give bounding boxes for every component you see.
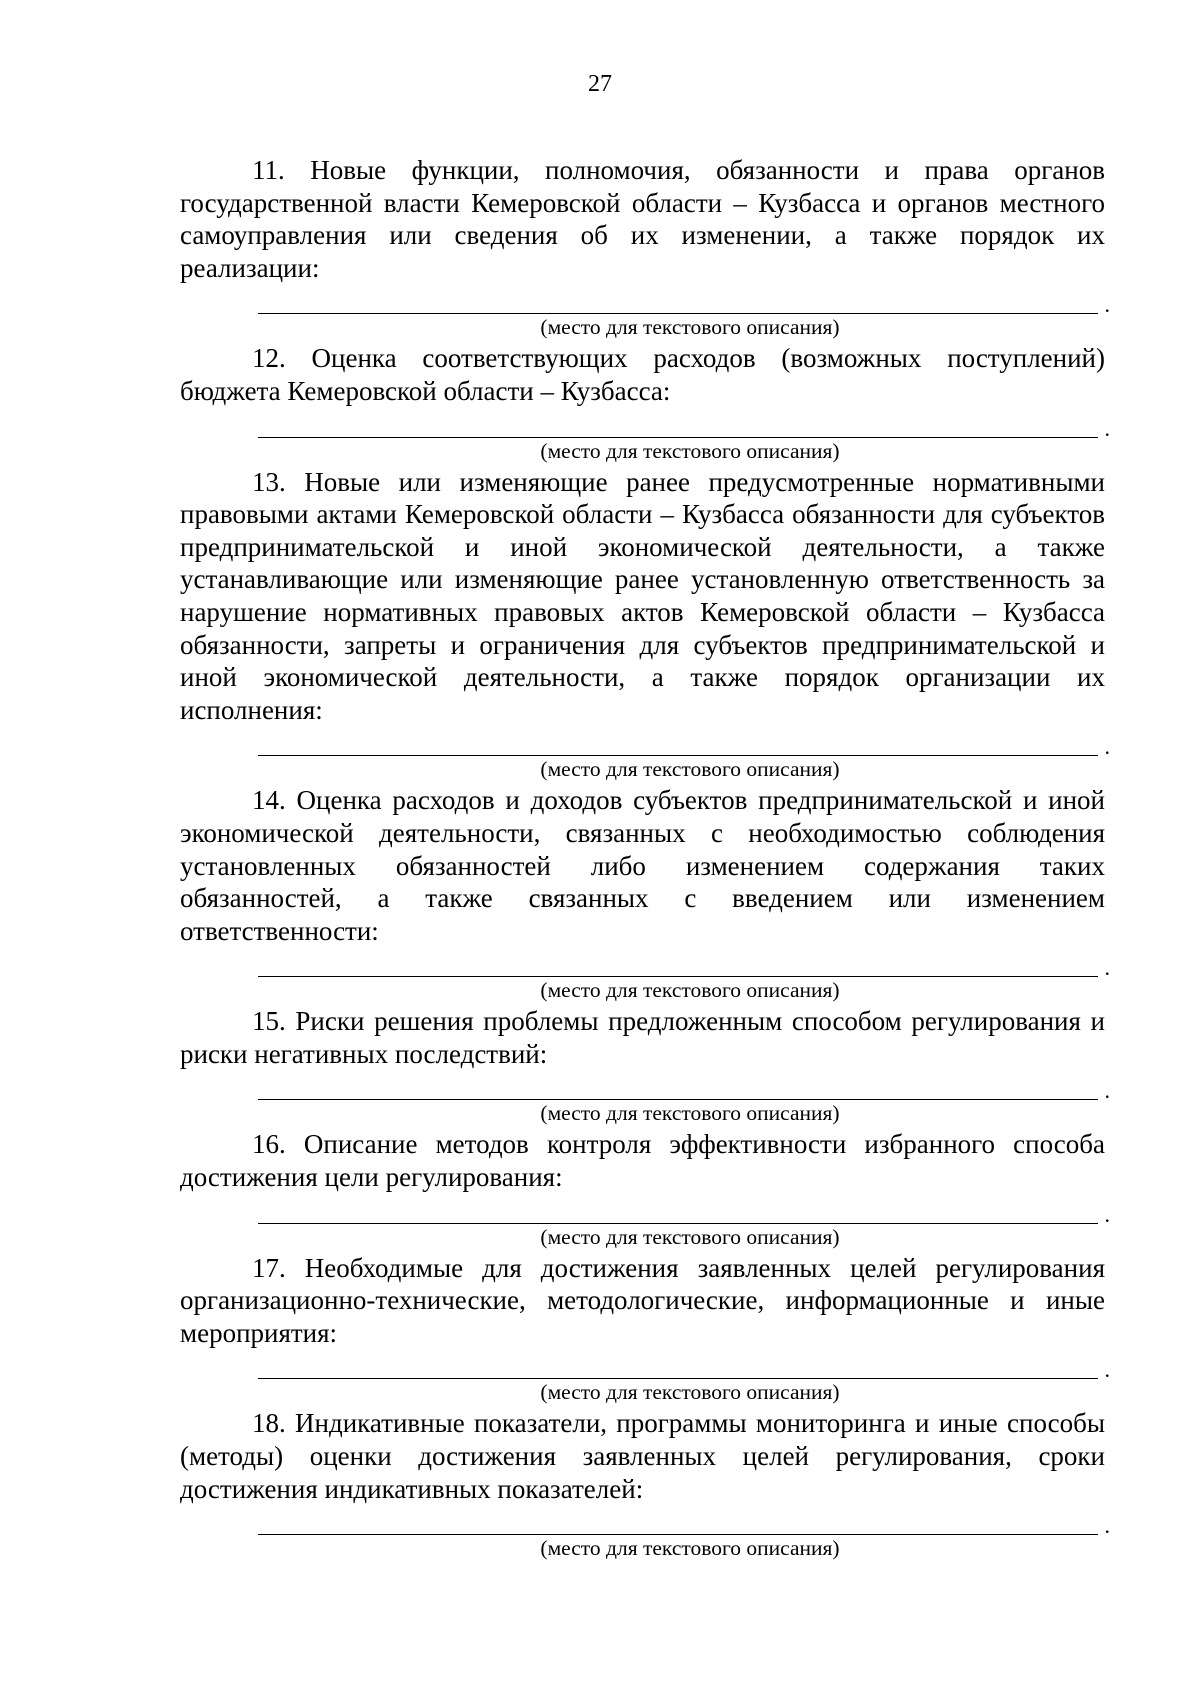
fill-in-line[interactable]: [258, 284, 1110, 318]
line-end-period: .: [1104, 1078, 1110, 1104]
underline-rule: [258, 313, 1098, 314]
fill-in-line[interactable]: [258, 726, 1110, 760]
line-end-period: .: [1104, 1513, 1110, 1539]
fill-in-line[interactable]: [258, 947, 1110, 981]
fill-in-line[interactable]: [258, 1194, 1110, 1227]
section-item-12: [180, 342, 1110, 464]
section-item-18: [180, 1407, 1110, 1562]
section-text: 18. Индикативные показатели, программы мониторинга и иные способы (методы) оценки достижения заявленных целей регулирования, сроки достижения индикативных показателей:: [180, 1408, 1105, 1504]
underline-rule: [258, 1534, 1098, 1535]
section-text: 15. Риски решения проблемы предложенным способом регулирования и риски негативных последствий:: [180, 1006, 1105, 1069]
underline-rule: [258, 437, 1098, 438]
fill-in-line[interactable]: [258, 408, 1110, 441]
section-item-16: [180, 1128, 1110, 1250]
section-text: 17. Необходимые для достижения заявленных целей регулирования организационно-технические, методологические, информационные и иные мероприятия:: [180, 1252, 1105, 1348]
section-item-11: [180, 154, 1110, 341]
section-text: 14. Оценка расходов и доходов субъектов предпринимательской и иной экономической деятельности, связанных с необходимостью соблюдения установленных обязанностей либо изменением содержания таких обязанностей, а также связанных с введением или изменением ответственности:: [180, 785, 1105, 946]
section-item-17: [180, 1252, 1110, 1407]
placeholder-caption: (место для текстового описания): [540, 1380, 840, 1405]
placeholder-caption: (место для текстового описания): [540, 438, 840, 463]
underline-rule: [258, 1223, 1098, 1224]
placeholder-caption: (место для текстового описания): [540, 1101, 840, 1126]
line-end-period: .: [1104, 955, 1110, 981]
placeholder-caption: (место для текстового описания): [540, 1224, 840, 1249]
line-end-period: .: [1104, 1357, 1110, 1383]
section-item-13: [180, 466, 1110, 784]
placeholder-caption: (место для текстового описания): [540, 1536, 840, 1561]
section-text: 11. Новые функции, полномочия, обязанности и права органов государственной власти Кемеровской области – Кузбасса и органов местного самоуправления или сведения об их изменении, а также порядок их реализации:: [180, 155, 1105, 283]
underline-rule: [258, 976, 1098, 977]
fill-in-line[interactable]: [258, 1070, 1110, 1104]
section-item-14: [180, 784, 1110, 1004]
underline-rule: [258, 1099, 1098, 1100]
fill-in-line[interactable]: [258, 1505, 1110, 1539]
underline-rule: [258, 1378, 1098, 1379]
line-end-period: .: [1104, 734, 1110, 760]
page-number: 27: [588, 71, 612, 97]
section-text: 16. Описание методов контроля эффективности избранного способа достижения цели регулирования:: [180, 1129, 1105, 1193]
underline-rule: [258, 755, 1098, 756]
line-end-period: .: [1104, 415, 1110, 441]
document-body: [180, 154, 1110, 1563]
fill-in-line[interactable]: [258, 1349, 1110, 1383]
line-end-period: .: [1104, 292, 1110, 318]
placeholder-caption: (место для текстового описания): [540, 978, 840, 1003]
placeholder-caption: (место для текстового описания): [540, 757, 840, 782]
section-text: 13. Новые или изменяющие ранее предусмотренные нормативными правовыми актами Кемеровской области – Кузбасса обязанности для субъектов предпринимательской и иной экономической деятельности, а также устанавливающие или изменяющие ранее установленную ответственность за нарушение нормативных правовых актов Кемеровской области – Кузбасса обязанности, запреты и ограничения для субъектов предпринимательской и иной экономической деятельности, а также порядок организации их исполнения:: [180, 466, 1105, 725]
line-end-period: .: [1104, 1201, 1110, 1227]
placeholder-caption: (место для текстового описания): [540, 315, 840, 340]
section-text: 12. Оценка соответствующих расходов (возможных поступлений) бюджета Кемеровской области – Кузбасса:: [180, 343, 1105, 406]
section-item-15: [180, 1005, 1110, 1127]
